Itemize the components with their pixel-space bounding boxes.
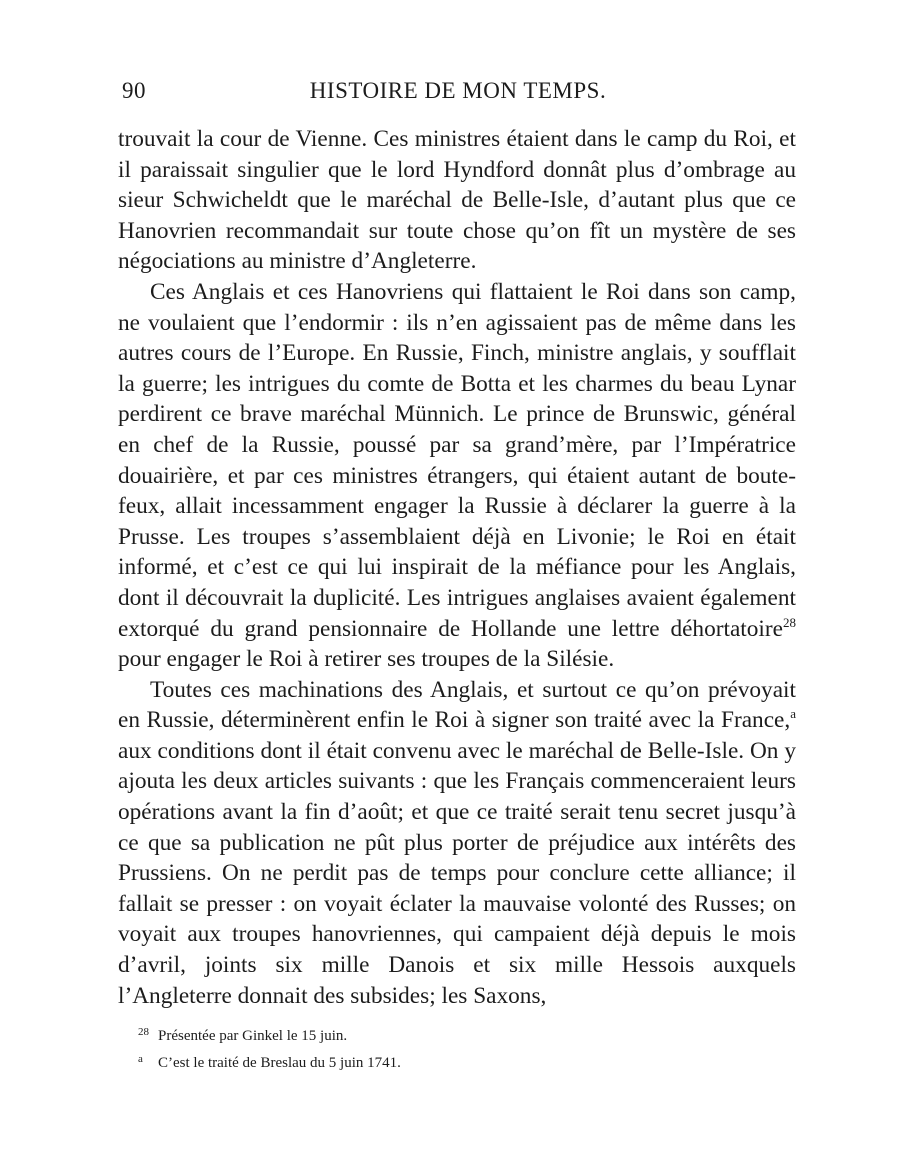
footnote-a xyxy=(138,1048,778,1075)
page-header xyxy=(118,78,798,112)
paragraph-3 xyxy=(118,675,796,1012)
body-text xyxy=(118,124,796,1011)
paragraph-text: aux conditions dont il était convenu avec le maréchal de Belle-Isle. On y ajouta les deux articles suivants : que les Français commenceraient leurs opérations avant la fin d’août; et que ce traité serait tenu secret jusqu’à ce que sa publication ne pût plus porter de préjudice aux intérêts des Prussiens. On ne perdit pas de temps pour conclure cette alliance; il fallait se presser : on voyait éclater la mauvaise volonté des Russes; on voyait aux troupes hanovriennes, qui campaient déjà depuis le mois d’avril, joints six mille Danois et six mille Hessois auxquels l’Angleterre donnait des subsides; les Saxons, xyxy=(118,737,796,1009)
footnote-ref-a[interactable]: a xyxy=(790,706,796,722)
paragraph-1 xyxy=(118,124,796,277)
footnote-mark: a xyxy=(138,1053,143,1065)
paragraph-text: Toutes ces machinations des Anglais, et surtout ce qu’on prévoyait en Russie, déterminèrent enfin le Roi à signer son traité avec la France, xyxy=(118,676,796,734)
paragraph-text: pour engager le Roi à retirer ses troupes de la Silésie. xyxy=(118,646,615,673)
footnote-text: Présentée par Ginkel le 15 juin. xyxy=(158,1028,348,1044)
paragraph-text: trouvait la cour de Vienne. Ces ministres étaient dans le camp du Roi, et il paraissait singulier que le lord Hyndford donnât plus d’ombrage au sieur Schwicheldt que le maréchal de Belle-Isle, d’autant plus que ce Hanovrien recommandait sur toute chose qu’on fît un mystère de ses négociations au ministre d’Angleterre. xyxy=(118,126,796,275)
footnote-text: C’est le traité de Breslau du 5 juin 1741. xyxy=(158,1055,401,1071)
paragraph-2 xyxy=(118,277,796,675)
footnote-28 xyxy=(138,1021,778,1048)
footnote-mark: 28 xyxy=(138,1026,149,1038)
running-title: HISTOIRE DE MON TEMPS. xyxy=(309,78,607,103)
footnote-ref-28[interactable]: 28 xyxy=(783,614,796,630)
footnotes xyxy=(138,1021,778,1075)
paragraph-text: Ces Anglais et ces Hanovriens qui flattaient le Roi dans son camp, ne voulaient que l’endormir : ils n’en agissaient pas de même dans les autres cours de l’Europe. En Russie, Finch, ministre anglais, y soufflait la guerre; les intrigues du comte de Botta et les charmes du beau Lynar perdirent ce brave maréchal Münnich. Le prince de Brunswic, général en chef de la Russie, poussé par sa grand’mère, par l’Impératrice douairière, et par ces ministres étrangers, qui étaient autant de boute-feux, allait incessamment engager la Russie à déclarer la guerre à la Prusse. Les troupes s’assemblaient déjà en Livonie; le Roi en était informé, et c’est ce qui lui inspirait de la méfiance pour les Anglais, dont il découvrait la duplicité. Les intrigues anglaises avaient également extorqué du grand pensionnaire de Hollande une lettre déhortatoire xyxy=(118,278,796,642)
page-number: 90 xyxy=(122,78,146,103)
